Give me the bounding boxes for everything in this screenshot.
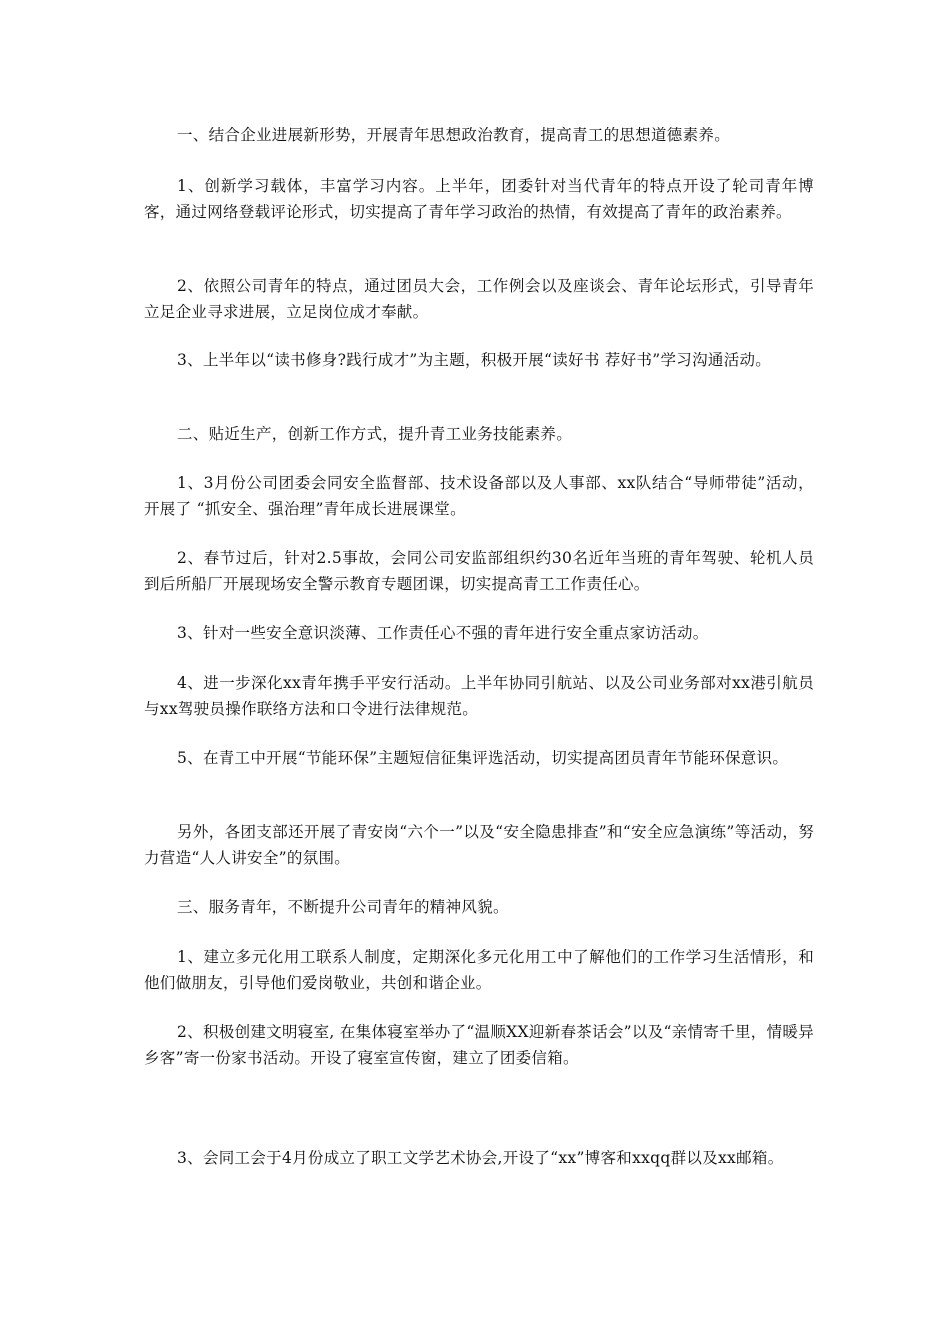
paragraph-2-2: 2、春节过后，针对2.5事故，会同公司安监部组织约30名近年当班的青年驾驶、轮机人员到后所船厂开展现场安全警示教育专题团课，切实提高青工工作责任心。 xyxy=(144,549,814,593)
paragraph-2-3: 3、针对一些安全意识淡薄、工作责任心不强的青年进行安全重点家访活动。 xyxy=(177,624,709,642)
section-heading-1: 一、结合企业进展新形势，开展青年思想政治教育，提高青工的思想道德素养。 xyxy=(177,126,731,144)
paragraph-3-1: 1、建立多元化用工联系人制度，定期深化多元化用工中了解他们的工作学习生活情形，和他们做朋友，引导他们爱岗敬业，共创和谐企业。 xyxy=(144,948,814,992)
paragraph-1-3: 3、上半年以“读书修身?践行成才”为主题，积极开展“读好书 荐好书”学习沟通活动。 xyxy=(177,351,772,369)
paragraph-2-5: 5、在青工中开展“节能环保”主题短信征集评选活动，切实提高团员青年节能环保意识。 xyxy=(177,749,789,767)
paragraph-3-3: 3、会同工会于4月份成立了职工文学艺术协会,开设了“xx”博客和xxqq群以及xx邮箱。 xyxy=(177,1149,784,1167)
paragraph-2-4: 4、进一步深化xx青年携手平安行活动。上半年协同引航站、以及公司业务部对xx港引航员与xx驾驶员操作联络方法和口令进行法律规范。 xyxy=(144,674,814,718)
paragraph-2-1: 1、3月份公司团委会同安全监督部、技术设备部以及人事部、xx队结合“导师带徒”活动，开展了 “抓安全、强治理”青年成长进展课堂。 xyxy=(144,474,814,518)
paragraph-1-1: 1、创新学习载体，丰富学习内容。上半年，团委针对当代青年的特点开设了轮司青年博客，通过网络登载评论形式，切实提高了青年学习政治的热情，有效提高了青年的政治素养。 xyxy=(144,177,814,221)
section-heading-3: 三、服务青年，不断提升公司青年的精神风貌。 xyxy=(177,898,509,916)
paragraph-2-additional: 另外，各团支部还开展了青安岗“六个一”以及“安全隐患排查”和“安全应急演练”等活动，努力营造“人人讲安全”的氛围。 xyxy=(144,823,814,867)
paragraph-1-2: 2、依照公司青年的特点，通过团员大会，工作例会以及座谈会、青年论坛形式，引导青年立足企业寻求进展，立足岗位成才奉献。 xyxy=(144,277,814,321)
section-heading-2: 二、贴近生产，创新工作方式，提升青工业务技能素养。 xyxy=(177,425,573,443)
paragraph-3-2: 2、积极创建文明寝室, 在集体寝室举办了“温顺XX迎新春茶话会”以及“亲情寄千里，情暖异乡客”寄一份家书活动。开设了寝室宣传窗，建立了团委信箱。 xyxy=(144,1023,814,1067)
